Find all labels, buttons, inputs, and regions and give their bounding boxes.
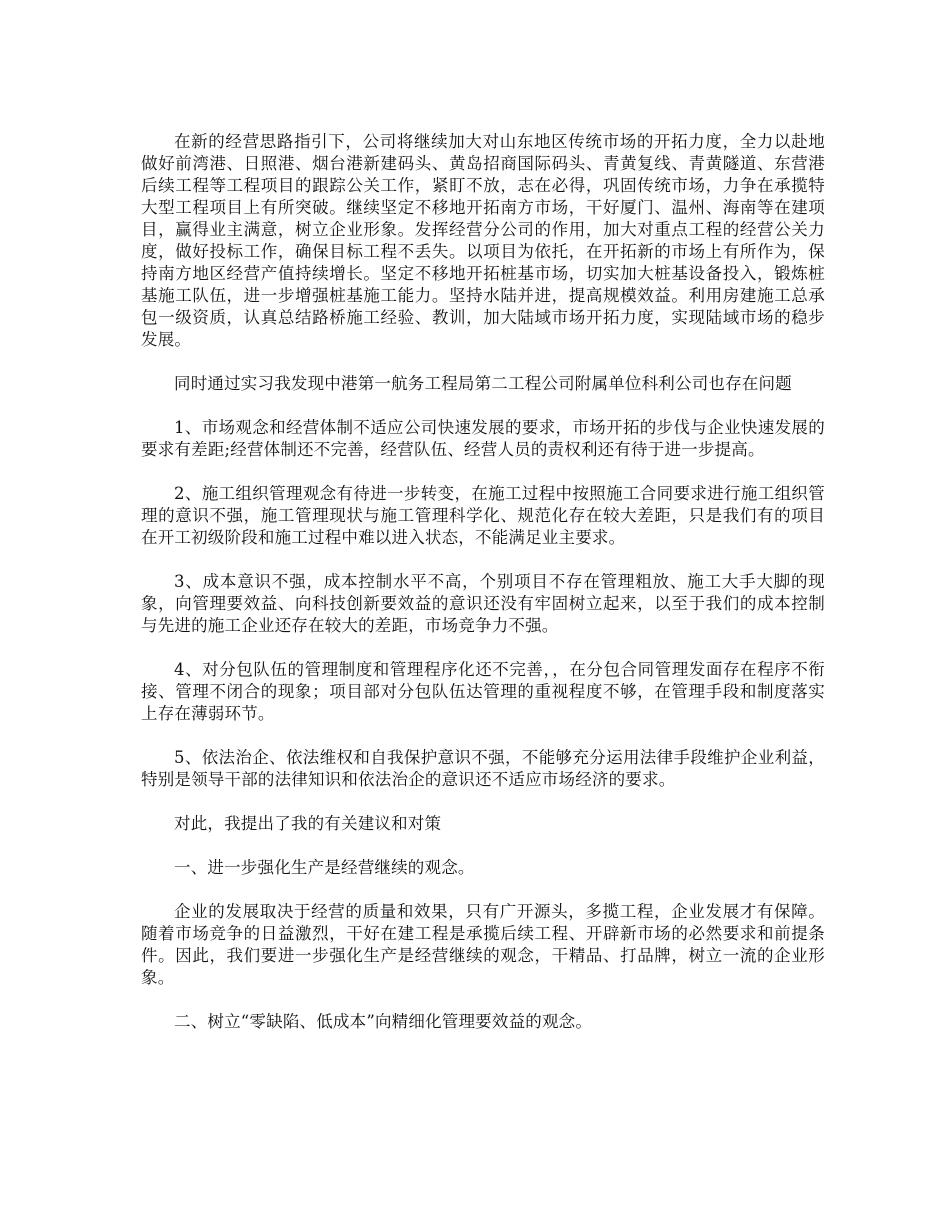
paragraph-section-1-body: 企业的发展取决于经营的质量和效果，只有广开源头，多揽工程，企业发展才有保障。随着市场竞争的日益激烈，干好在建工程是承揽后续工程、开辟新市场的必然要求和前提条件。因此，我们要进一步强化生产是经营继续的观念，干精品、打品牌，树立一流的企业形象。 (141, 902, 825, 987)
section-heading-1: 一、进一步强化生产是经营继续的观念。 (174, 858, 475, 877)
paragraph-problems-intro: 同时通过实习我发现中港第一航务工程局第二工程公司附属单位科利公司也存在问题 (174, 374, 792, 393)
paragraph-problem-5: 5、依法治企、依法维权和自我保护意识不强，不能够充分运用法律手段维护企业利益，特别是领导干部的法律知识和依法治企的意识还不适应市场经济的要求。 (141, 748, 825, 789)
paragraph-problem-2: 2、施工组织管理观念有待进一步转变，在施工过程中按照施工合同要求进行施工组织管理的意识不强，施工管理现状与施工管理科学化、规范化存在较大差距，只是我们有的项目在开工初级阶段和施工过程中难以进入状态，不能满足业主要求。 (141, 484, 825, 547)
paragraph-problem-1: 1、市场观念和经营体制不适应公司快速发展的要求，市场开拓的步伐与企业快速发展的要求有差距;经营体制还不完善，经营队伍、经营人员的责权利还有待于进一步提高。 (141, 418, 825, 459)
document-page (141, 131, 825, 1055)
paragraph-suggestions-intro: 对此，我提出了我的有关建议和对策 (174, 814, 442, 833)
paragraph-market-strategy: 在新的经营思路指引下，公司将继续加大对山东地区传统市场的开拓力度，全力以赴地做好前湾港、日照港、烟台港新建码头、黄岛招商国际码头、青黄复线、青黄隧道、东营港后续工程等工程项目的跟踪公关工作，紧盯不放，志在必得，巩固传统市场，力争在承揽特大型工程项目上有所突破。继续坚定不移地开拓南方市场，干好厦门、温州、海南等在建项目，赢得业主满意，树立企业形象。发挥经营分公司的作用，加大对重点工程的经营公关力度，做好投标工作，确保目标工程不丢失。以项目为依托，在开拓新的市场上有所作为，保持南方地区经营产值持续增长。坚定不移地开拓桩基市场，切实加大桩基设备投入，锻炼桩基施工队伍，进一步增强桩基施工能力。坚持水陆并进，提高规模效益。利用房建施工总承包一级资质，认真总结路桥施工经验、教训，加大陆域市场开拓力度，实现陆域市场的稳步发展。 (141, 132, 825, 349)
section-heading-2: 二、树立“零缺陷、低成本”向精细化管理要效益的观念。 (174, 1012, 593, 1031)
paragraph-problem-4: 4、对分包队伍的管理制度和管理程序化还不完善，，在分包合同管理发面存在程序不衔接、管理不闭合的现象；项目部对分包队伍达管理的重视程度不够，在管理手段和制度落实上存在薄弱环节。 (141, 660, 825, 723)
paragraph-problem-3: 3、成本意识不强，成本控制水平不高，个别项目不存在管理粗放、施工大手大脚的现象，向管理要效益、向科技创新要效益的意识还没有牢固树立起来，以至于我们的成本控制与先进的施工企业还存在较大的差距，市场竞争力不强。 (141, 572, 825, 635)
